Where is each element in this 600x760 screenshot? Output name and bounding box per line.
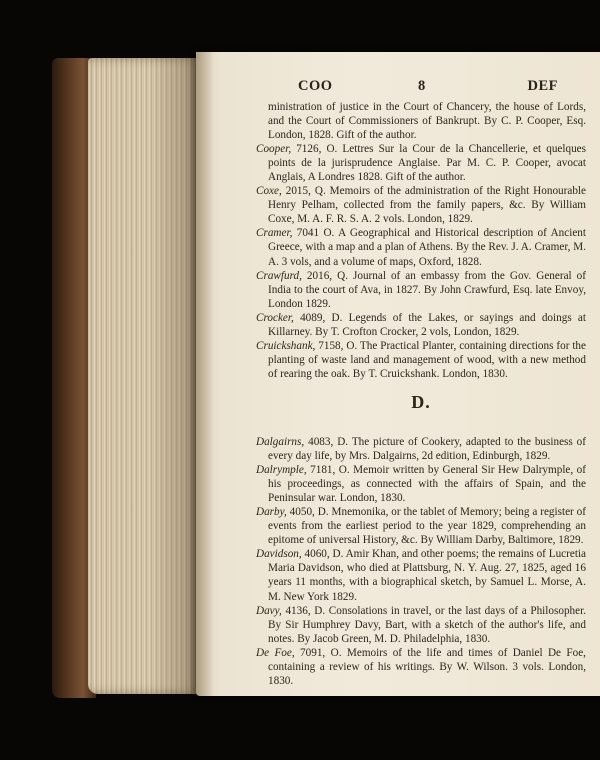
section-heading: D. xyxy=(411,391,431,412)
entries-section-d xyxy=(256,435,586,688)
running-header xyxy=(258,78,558,98)
entry-description: 4089, D. Legends of the Lakes, or sayings and doings at Killarney. By T. Crofton Crocker, 2 vols, London, 1829. xyxy=(268,311,586,338)
page-number: 8 xyxy=(418,78,426,94)
page-edges-shadow xyxy=(150,58,200,694)
entry-description: 4060, D. Amir Khan, and other poems; the remains of Lucretia Maria Davidson, who died at Plattsburg, N. Y. Aug. 27, 1825, aged 16 years 11 months, with a biographical sketch, by Samuel L. Morse, A. M. New York 1829. xyxy=(268,548,586,603)
entry-author: Cramer, xyxy=(256,227,293,240)
catalog-entry xyxy=(256,547,586,603)
entry-author: Davy, xyxy=(256,604,282,617)
entry-author: Darby, xyxy=(256,506,287,519)
entry-author: Coxe, xyxy=(256,185,282,198)
catalog-entry xyxy=(256,142,586,184)
entry-author: Davidson, xyxy=(256,548,302,561)
entry-author: De Foe, xyxy=(256,646,295,659)
entry-author: Dalgairns, xyxy=(256,435,305,448)
entry-description: 4083, D. The picture of Cookery, adapted to the business of every day life, by Mrs. Dalgairns, 2d edition, Edinburgh, 1829. xyxy=(268,435,586,463)
entry-author: Dalrymple, xyxy=(256,464,307,477)
catalog-entry xyxy=(256,269,586,311)
catalog-entry xyxy=(256,505,586,547)
catalog-entry xyxy=(256,339,586,381)
catalog-entry xyxy=(256,226,586,268)
catalog-text xyxy=(256,100,586,688)
catalog-entry xyxy=(256,435,586,463)
entry-description: 4050, D. Mnemonika, or the tablet of Memory; being a register of events from the earliest period to the year 1829, comprehending an epitome of universal History, &c. By William Darby, Baltimore, 1829. xyxy=(268,506,586,547)
catalog-entry xyxy=(256,646,586,688)
entry-description: 7091, O. Memoirs of the life and times of Daniel De Foe, containing a review of his writings. By W. Wilson. 3 vols. London, 1830. xyxy=(268,646,586,687)
page-gutter xyxy=(196,52,214,696)
header-left-guide-word: COO xyxy=(298,78,333,94)
entry-description: 2016, Q. Journal of an embassy from the Gov. General of India to the court of Ava, in 1827. By John Crawfurd, Esq. late Envoy, London 1829. xyxy=(268,269,586,310)
catalog-entry xyxy=(256,311,586,339)
entries-section-c xyxy=(256,142,586,381)
entry-description: 7041 O. A Geographical and Historical description of Ancient Greece, with a map and a plan of Athens. By the Rev. J. A. Cramer, M. A. 3 vols, and a volume of maps, Oxford, 1828. xyxy=(268,227,586,268)
entry-description: 7126, O. Lettres Sur la Cour de la Chancellerie, et quelques points de la jurisprudence Anglaise. Par M. C. P. Cooper, avocat Anglais, A Londres 1828. Gift of the author. xyxy=(268,143,586,184)
header-right-guide-word: DEF xyxy=(527,78,558,94)
catalog-entry xyxy=(256,184,586,226)
entry-description: 4136, D. Consolations in travel, or the last days of a Philosopher. By Sir Humphrey Davy, Bart, with a sketch of the author's life, and notes. By Jacob Green, M. D. Philadelphia, 1830. xyxy=(268,604,586,645)
entry-author: Cruickshank, xyxy=(256,339,316,352)
catalog-entry xyxy=(256,463,586,505)
catalog-entry xyxy=(256,604,586,646)
entry-author: Crawfurd, xyxy=(256,269,302,282)
entry-description: 2015, Q. Memoirs of the administration of the Right Honourable Henry Pelham, collected from the family papers, &c. By William Coxe, M. A. F. R. S. A. 2 vols. London, 1829. xyxy=(268,185,586,226)
entry-author: Cooper, xyxy=(256,143,292,156)
continued-entry: ministration of justice in the Court of Chancery, the house of Lords, and the Court of Commissioners of Bankrupt. By C. P. Cooper, Esq. London, 1828. Gift of the author. xyxy=(268,101,586,142)
entry-description: 7158, O. The Practical Planter, containing directions for the planting of waste land and management of wood, with a new method of rearing the oak. By T. Cruickshank. London, 1830. xyxy=(268,339,586,380)
entry-description: 7181, O. Memoir written by General Sir Hew Dalrymple, of his proceedings, as connected with the affairs of Spain, and the Peninsular war. London, 1830. xyxy=(268,464,586,505)
entry-author: Crocker, xyxy=(256,311,294,324)
